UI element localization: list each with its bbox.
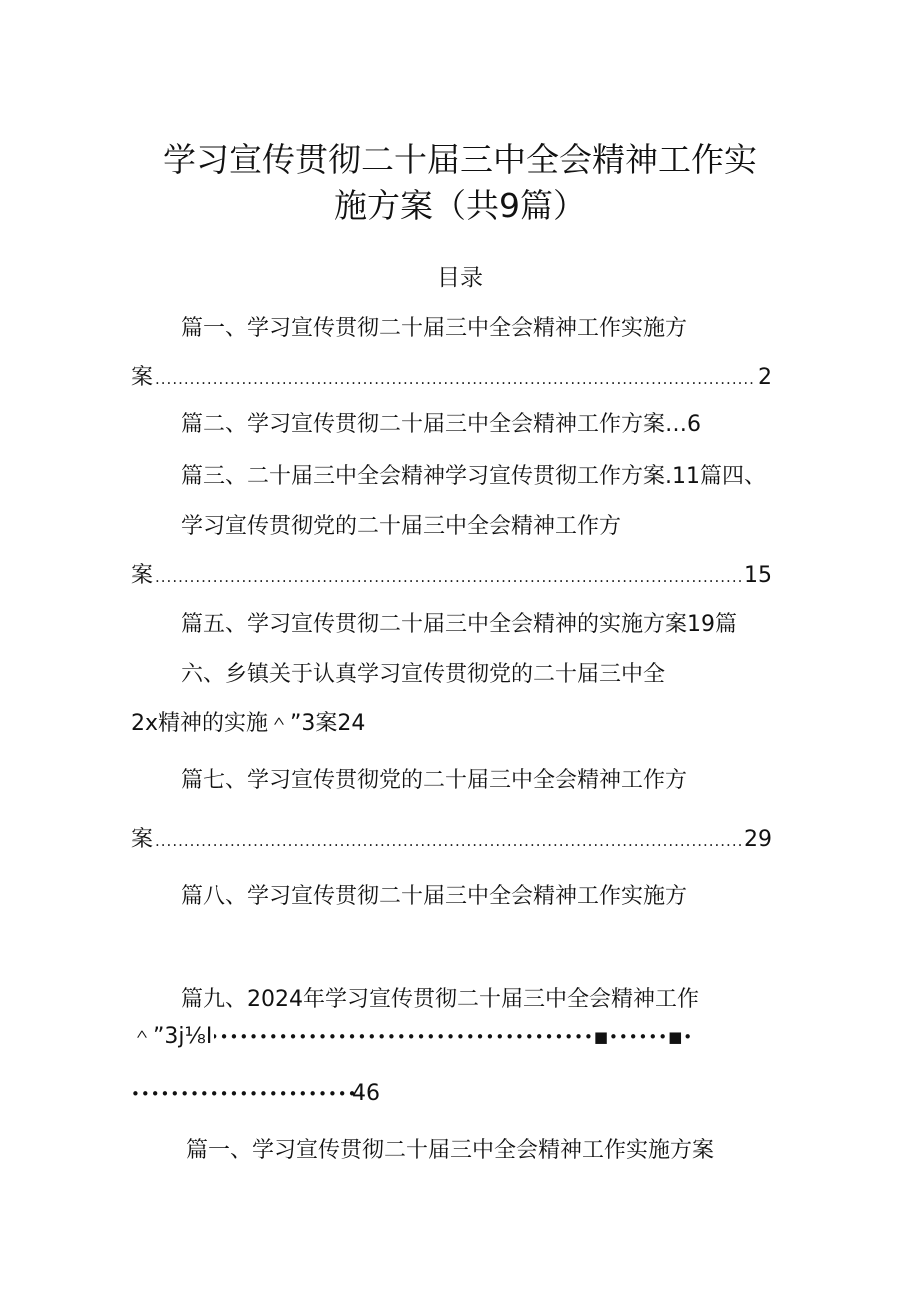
toc-entry-7[interactable]: 篇七、学习宣传贯彻党的二十届三中全会精神工作方 [181, 768, 688, 793]
toc-entry-1-tail: 案 [131, 365, 154, 390]
toc-entry-9-garbled-prefix: ＾”3j⅛I [131, 1021, 214, 1053]
toc-entry-9-leader-bullets [131, 1021, 791, 1053]
document-title-line-1: 学习宣传贯彻二十届三中全会精神工作实 [163, 140, 757, 179]
toc-entry-7-leader[interactable] [131, 824, 772, 856]
toc-entry-4-tail: 案 [131, 563, 154, 588]
toc-entry-4-leader[interactable] [131, 560, 772, 592]
document-title-line-2: 施方案（共9篇） [334, 186, 586, 225]
toc-entry-1[interactable]: 篇一、学习宣传贯彻二十届三中全会精神工作实施方 [181, 316, 688, 341]
toc-entry-2[interactable]: 篇二、学习宣传贯彻二十届三中全会精神工作方案…6 [181, 412, 701, 437]
toc-entry-9-page: 46 [352, 1081, 380, 1106]
toc-entry-8[interactable]: 篇八、学习宣传贯彻二十届三中全会精神工作实施方 [181, 884, 688, 909]
toc-entry-6[interactable]: 六、乡镇关于认真学习宣传贯彻党的二十届三中全 [181, 662, 666, 687]
toc-entry-9-leader-bullets-cont [131, 1078, 361, 1110]
toc-entry-3[interactable]: 篇三、二十届三中全会精神学习宣传贯彻工作方案.11篇四、 [181, 464, 766, 489]
leader-dots [155, 363, 756, 395]
toc-entry-4[interactable]: 学习宣传贯彻党的二十届三中全会精神工作方 [181, 514, 622, 539]
leader-dots [155, 561, 742, 593]
leader-dots [155, 825, 742, 857]
toc-entry-6-cont[interactable]: 2x精神的实施＾”3案24 [131, 711, 366, 736]
toc-entry-7-page: 29 [744, 827, 772, 852]
section-heading: 篇一、学习宣传贯彻二十届三中全会精神工作实施方案 [186, 1138, 715, 1163]
toc-heading: 目录 [437, 265, 483, 291]
toc-entry-1-page: 2 [758, 365, 772, 390]
toc-entry-9[interactable]: 篇九、2024年学习宣传贯彻二十届三中全会精神工作 [181, 987, 699, 1012]
toc-entry-4-page: 15 [744, 563, 772, 588]
toc-entry-1-leader[interactable] [131, 362, 772, 394]
toc-entry-5[interactable]: 篇五、学习宣传贯彻二十届三中全会精神的实施方案19篇 [181, 612, 737, 637]
toc-entry-7-tail: 案 [131, 827, 154, 852]
